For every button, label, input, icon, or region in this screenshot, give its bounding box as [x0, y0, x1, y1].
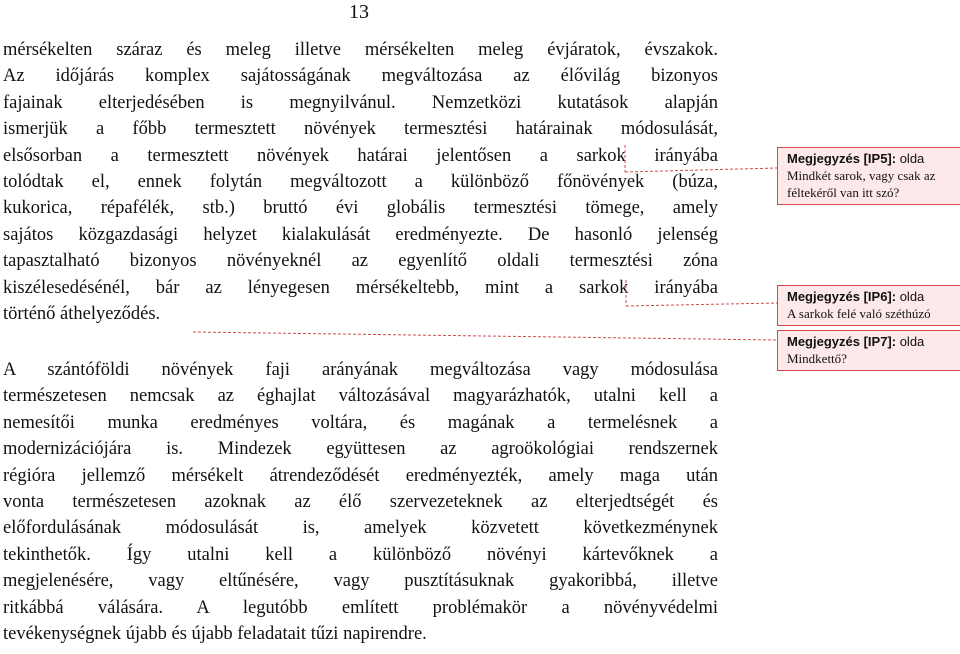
text-line: tevékenységnek újabb és újabb feladatait tűzi napirendre. — [3, 623, 427, 644]
text-line: elsősorban a termesztett növények határai jelentősen a sarkok irányába — [3, 145, 718, 166]
text-line: kiszélesedésénél, bár az lényegesen mérsékeltebb, mint a sarkok irányába — [3, 277, 718, 298]
comment-balloon-ip5[interactable] — [777, 147, 960, 205]
text-line: természetesen nemcsak az éghajlat változásával magyarázhatók, utalni kell a — [3, 386, 718, 407]
text-line: Az időjárás komplex sajátosságának megváltozása az élővilág bizonyos — [3, 66, 718, 87]
text-line: tekinthetők. Így utalni kell a különböző növényi kártevőknek a — [3, 544, 718, 565]
text-line: tolódtak el, ennek folytán megváltozott a különböző főnövények (búza, — [3, 171, 718, 192]
page-number: 13 — [349, 1, 369, 23]
text-line: sajátos közgazdasági helyzet kialakulását eredményezte. De hasonló jelenség — [3, 224, 718, 245]
text-line: előfordulásának módosulását is, amelyek közvetett következménynek — [3, 518, 718, 539]
text-line: kukorica, répafélék, stb.) bruttó évi globális termesztési tömege, amely — [3, 198, 718, 219]
text-line: fajainak elterjedésében is megnyilvánul. Nemzetközi kutatások alapján — [3, 92, 718, 113]
comment-header: Megjegyzés [IP6]: olda — [787, 289, 925, 304]
text-line: ismerjük a főbb termesztett növények termesztési határainak módosulását, — [3, 119, 718, 140]
comment-header: Megjegyzés [IP5]: olda — [787, 151, 925, 166]
text-line: vonta természetesen azoknak az élő szervezeteknek az elterjedtségét és — [3, 491, 718, 512]
text-line: történő áthelyeződés. — [3, 303, 161, 324]
text-line: tapasztalható bizonyos növényeknél az egyenlítő oldali termesztési zóna — [3, 251, 718, 272]
comment-text: Mindkettő? — [787, 351, 847, 366]
text-line: mérsékelten száraz és meleg illetve mérsékelten meleg évjáratok, évszakok. — [3, 40, 718, 60]
text-line: ritkábbá válására. A legutóbb említett problémakör a növényvédelmi — [3, 597, 718, 618]
comment-balloon-ip6[interactable] — [777, 285, 960, 326]
paragraph-1 — [3, 37, 718, 327]
paragraph-2 — [3, 357, 718, 647]
comment-text: A sarkok felé való széthúzó — [787, 306, 931, 321]
comment-text: Mindkét sarok, vagy csak az — [787, 168, 936, 183]
text-line: régióra jellemző mérsékelt átrendeződését eredményezték, amely maga után — [3, 465, 718, 486]
text-line: modernizációjára is. Mindezek együttesen az agroökológiai rendszernek — [3, 439, 718, 460]
text-line: nemesítői munka eredményes voltára, és magának a termelésnek a — [3, 412, 718, 433]
comment-leader-3 — [193, 332, 777, 340]
comment-balloon-ip7[interactable] — [777, 330, 960, 371]
comment-text: féltekéről van itt szó? — [787, 185, 900, 200]
text-line: A szántóföldi növények faji arányának megváltozása vagy módosulása — [3, 360, 718, 380]
comment-header: Megjegyzés [IP7]: olda — [787, 334, 925, 349]
text-line: megjelenésére, vagy eltűnésére, vagy pusztításuknak gyakoribbá, illetve — [3, 571, 718, 592]
